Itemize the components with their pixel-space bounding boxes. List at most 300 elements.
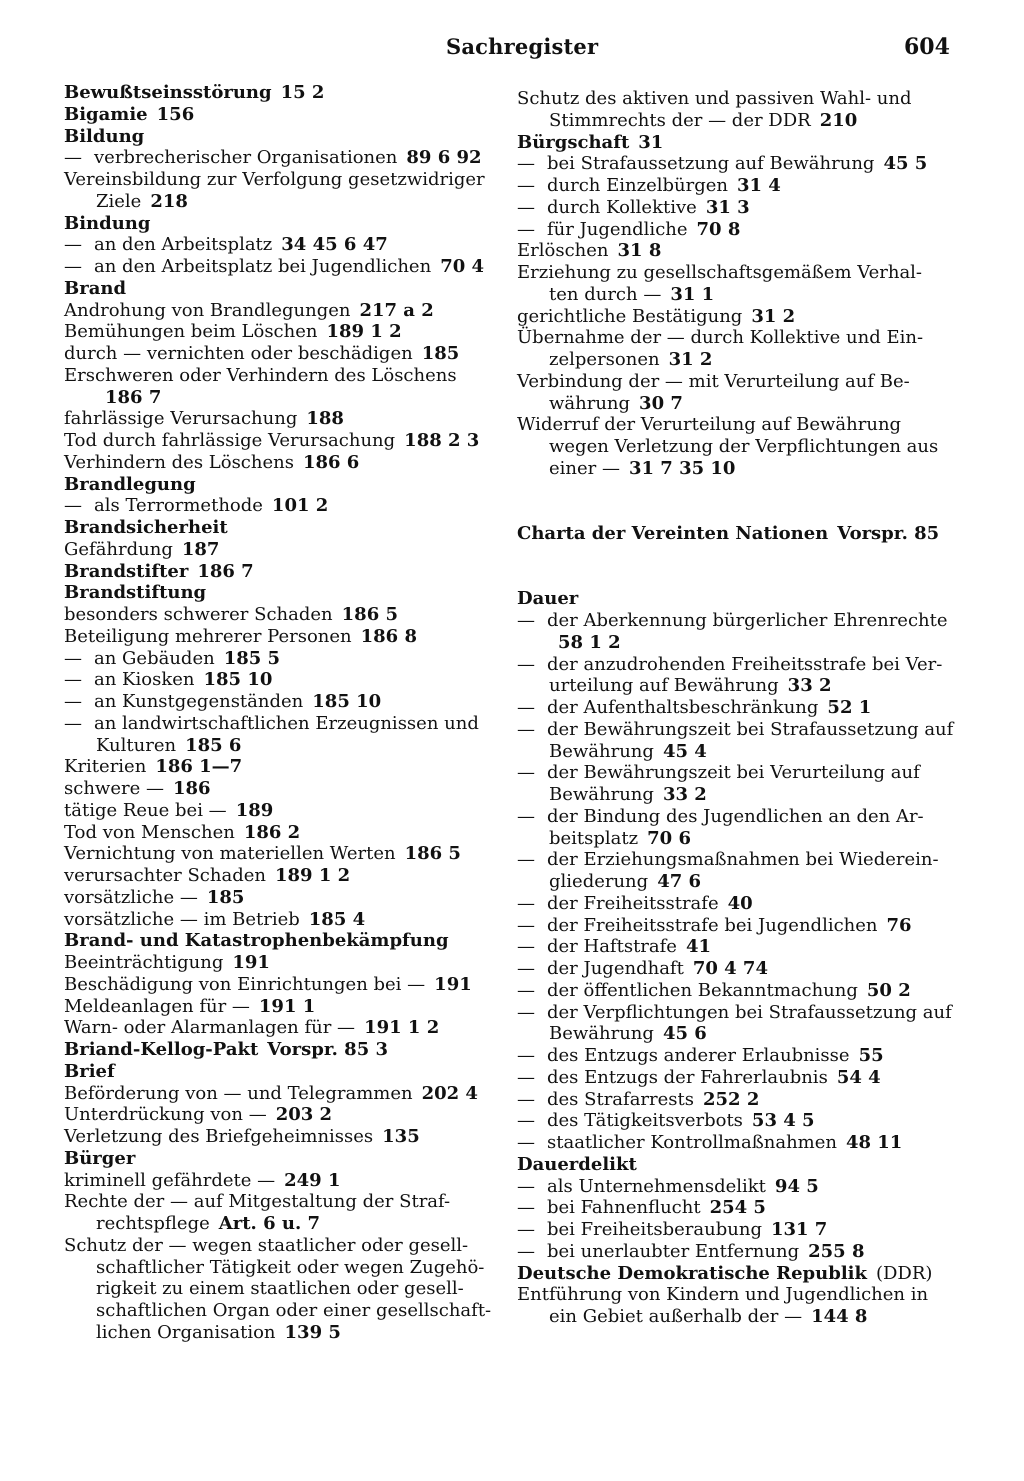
page-reference: 186 7 xyxy=(197,560,254,582)
index-entry xyxy=(64,1104,496,1126)
entry-text: Verhindern des Löschens xyxy=(64,451,294,473)
entry-text: Stimmrechts der — der DDR xyxy=(549,109,811,131)
entry-text: Erlöschen xyxy=(517,240,609,262)
entry-text: Erziehung zu gesellschaftsgemäßem Verhal- xyxy=(517,262,923,283)
page-reference: 144 8 xyxy=(811,1306,868,1327)
dash-marker: — xyxy=(64,256,82,277)
entry-text: ten durch — xyxy=(549,283,662,305)
entry-text: Warn- oder Alarmanlagen für — xyxy=(64,1017,356,1039)
index-subentry xyxy=(517,175,963,197)
entry-text: Beeinträchtigung xyxy=(64,952,224,973)
index-subentry xyxy=(517,719,963,741)
index-heading xyxy=(64,582,496,604)
blank-line xyxy=(517,545,963,567)
page-reference: 45 5 xyxy=(883,153,928,175)
page-reference: 202 4 xyxy=(421,1082,478,1104)
entry-text: als Unternehmensdelikt xyxy=(547,1175,766,1197)
entry-text: vorsätzliche — xyxy=(64,886,198,908)
entry-text: der Bindung des Jugendlichen an den Ar- xyxy=(547,805,924,827)
heading-text: Deutsche Demokratische Republik xyxy=(517,1262,867,1284)
dash-marker: — xyxy=(517,1197,535,1219)
page-reference: 76 xyxy=(886,914,912,936)
dash-marker: — xyxy=(64,234,82,256)
index-entry xyxy=(517,1284,963,1306)
index-entry xyxy=(64,365,496,387)
entry-text: der öffentlichen Bekanntmachung xyxy=(547,979,858,1001)
page-reference: 31 7 35 10 xyxy=(628,457,736,479)
entry-text: der Aufenthaltsbeschränkung xyxy=(547,697,819,718)
dash-marker: — xyxy=(64,147,82,169)
index-continuation xyxy=(64,191,496,213)
page-reference: 191 1 2 xyxy=(364,1017,440,1039)
entry-text: wegen Verletzung der Verpflichtungen aus xyxy=(549,436,939,457)
page-reference: 185 4 xyxy=(308,908,366,930)
index-entry xyxy=(64,343,496,365)
index-subentry xyxy=(517,1002,963,1024)
index-subentry xyxy=(517,1067,963,1089)
page-reference: 186 xyxy=(172,778,211,799)
entry-text: tätige Reue bei — xyxy=(64,799,227,821)
page-reference: 15 2 xyxy=(280,82,325,103)
index-continuation xyxy=(517,828,963,850)
index-entry xyxy=(517,306,963,328)
dash-marker: — xyxy=(517,849,535,871)
entry-text: Androhung von Brandlegungen xyxy=(64,299,351,321)
index-subentry xyxy=(517,153,963,175)
entry-text: an Gebäuden xyxy=(94,647,215,669)
index-entry xyxy=(64,604,496,626)
index-entry xyxy=(64,321,496,343)
index-subentry xyxy=(517,762,963,784)
entry-text: Tod durch fahrlässige Verursachung xyxy=(64,430,396,451)
page-reference: 31 2 xyxy=(751,305,796,327)
index-subentry xyxy=(517,1176,963,1198)
index-subentry xyxy=(517,197,963,219)
blank-line xyxy=(517,567,963,589)
index-heading xyxy=(517,1154,963,1176)
page-reference: 185 xyxy=(421,343,460,364)
page-reference: 70 4 74 xyxy=(692,958,768,979)
index-subentry xyxy=(517,958,963,980)
dash-marker: — xyxy=(517,1088,535,1110)
page-reference: 156 xyxy=(156,103,195,125)
entry-text: beitsplatz xyxy=(549,827,639,849)
dash-marker: — xyxy=(517,892,535,914)
page-reference: 33 2 xyxy=(662,784,707,805)
page-reference: 94 5 xyxy=(774,1175,819,1197)
entry-text: an landwirtschaftlichen Erzeugnissen und xyxy=(94,712,479,734)
entry-text: schaftlicher Tätigkeit oder wegen Zugehö- xyxy=(96,1256,485,1278)
index-heading xyxy=(64,278,496,300)
entry-text: staatlicher Kontrollmaßnahmen xyxy=(547,1132,837,1153)
entry-text: schwere — xyxy=(64,778,164,799)
page-reference: 54 4 xyxy=(836,1066,881,1088)
index-heading xyxy=(64,82,496,104)
entry-text: rigkeit zu einem staatlichen oder gesell- xyxy=(96,1278,464,1300)
index-entry xyxy=(517,327,963,349)
entry-text: der Bewährungszeit bei Strafaussetzung auf xyxy=(547,718,954,740)
page-reference: 31 3 xyxy=(705,196,750,218)
entry-text: der Haftstrafe xyxy=(547,936,677,958)
heading-text: Bindung xyxy=(64,212,151,234)
entry-text: Bewährung xyxy=(549,784,654,805)
entry-text: kriminell gefährdete — xyxy=(64,1169,276,1191)
index-continuation xyxy=(64,387,496,409)
page-reference: 34 45 6 47 xyxy=(281,234,388,256)
index-continuation xyxy=(517,284,963,306)
index-subentry xyxy=(517,1089,963,1111)
index-subentry xyxy=(64,495,496,517)
index-heading xyxy=(64,930,496,952)
index-continuation xyxy=(517,1023,963,1045)
index-entry xyxy=(64,408,496,430)
entry-text: der Freiheitsstrafe bei Jugendlichen xyxy=(547,914,878,936)
page-reference: 187 xyxy=(181,538,220,560)
index-heading xyxy=(517,588,963,610)
dash-marker: — xyxy=(517,153,535,175)
index-continuation xyxy=(64,1322,496,1344)
page-reference: 45 4 xyxy=(662,740,707,762)
page-reference: 53 4 5 xyxy=(751,1110,815,1132)
right-column xyxy=(517,88,963,1328)
index-subentry xyxy=(517,849,963,871)
index-entry xyxy=(517,414,963,436)
index-continuation xyxy=(517,675,963,697)
dash-marker: — xyxy=(517,936,535,958)
entry-text: vorsätzliche — im Betrieb xyxy=(64,908,300,930)
page-reference: 47 6 xyxy=(657,871,702,892)
dash-marker: — xyxy=(517,610,535,631)
entry-text: urteilung auf Bewährung xyxy=(549,675,779,697)
dash-marker: — xyxy=(517,1110,535,1132)
heading-text: Brandstiftung xyxy=(64,582,207,604)
dash-marker: — xyxy=(517,218,535,240)
dash-marker: — xyxy=(64,669,82,691)
entry-text: ein Gebiet außerhalb der — xyxy=(549,1306,803,1327)
page-reference: 217 a 2 xyxy=(359,299,434,321)
entry-text: Verletzung des Briefgeheimnisses xyxy=(64,1126,374,1147)
entry-text: Widerruf der Verurteilung auf Bewährung xyxy=(517,414,902,436)
page-reference: 186 1—7 xyxy=(155,756,243,778)
dash-marker: — xyxy=(517,1219,535,1240)
index-subentry xyxy=(517,1132,963,1154)
entry-text: Schutz der — wegen staatlicher oder gesell- xyxy=(64,1234,469,1256)
index-entry xyxy=(64,452,496,474)
index-entry xyxy=(64,1017,496,1039)
index-heading xyxy=(64,1039,496,1061)
heading-text: Bewußtseinsstörung xyxy=(64,82,272,103)
index-heading xyxy=(517,1263,963,1285)
entry-text: der Bewährungszeit bei Verurteilung auf xyxy=(547,762,920,784)
index-heading xyxy=(64,126,496,148)
page-reference: 186 5 xyxy=(341,604,399,625)
entry-text: der anzudrohenden Freiheitsstrafe bei Ver- xyxy=(547,653,943,675)
entry-text: Tod von Menschen xyxy=(64,821,235,843)
blank-line xyxy=(517,480,963,502)
heading-text: Dauerdelikt xyxy=(517,1153,637,1175)
page-reference: 191 1 xyxy=(258,995,316,1017)
entry-text: Schutz des aktiven und passiven Wahl- und xyxy=(517,88,912,109)
index-continuation xyxy=(517,741,963,763)
entry-text: der Jugendhaft xyxy=(547,958,684,979)
entry-text: durch Kollektive xyxy=(547,196,697,218)
index-heading xyxy=(64,517,496,539)
dash-marker: — xyxy=(517,718,535,740)
entry-text: an Kiosken xyxy=(94,669,195,691)
page-reference: 40 xyxy=(727,892,753,914)
page-reference: 185 10 xyxy=(203,669,273,691)
page-reference: 255 8 xyxy=(808,1240,865,1262)
index-entry xyxy=(64,756,496,778)
index-continuation xyxy=(64,1278,496,1300)
index-subentry xyxy=(517,1045,963,1067)
entry-text: der Aberkennung bürgerlicher Ehrenrechte xyxy=(547,610,948,631)
dash-marker: — xyxy=(64,691,82,712)
entry-text: gerichtliche Bestätigung xyxy=(517,305,743,327)
index-entry xyxy=(64,169,496,191)
page-reference: Art. 6 u. 7 xyxy=(218,1213,320,1234)
index-heading xyxy=(64,1061,496,1083)
index-subentry xyxy=(64,691,496,713)
index-subentry xyxy=(517,1110,963,1132)
page-reference: 41 xyxy=(685,936,712,958)
dash-marker: — xyxy=(517,914,535,936)
index-entry xyxy=(64,800,496,822)
entry-text: Unterdrückung von — xyxy=(64,1104,267,1126)
index-continuation xyxy=(64,1257,496,1279)
page-reference: 191 xyxy=(434,973,472,995)
entry-text: lichen Organisation xyxy=(96,1321,276,1343)
entry-text: Erschweren oder Verhindern des Löschens xyxy=(64,364,457,386)
page-reference: 186 2 xyxy=(243,821,301,843)
entry-text: bei Fahnenflucht xyxy=(547,1197,701,1219)
page-reference: 101 2 xyxy=(271,495,329,517)
entry-text: Beschädigung von Einrichtungen bei — xyxy=(64,973,426,995)
heading-text: Bürger xyxy=(64,1147,136,1169)
left-column xyxy=(64,82,496,1344)
page-reference: 189 1 2 xyxy=(326,321,402,343)
index-entry xyxy=(64,1083,496,1105)
page-reference: 31 2 xyxy=(668,349,713,370)
dash-marker: — xyxy=(517,196,535,218)
dash-marker: — xyxy=(517,697,535,718)
index-entry xyxy=(64,843,496,865)
index-subentry xyxy=(517,610,963,632)
heading-text: Brandlegung xyxy=(64,473,196,495)
dash-marker: — xyxy=(517,1240,535,1262)
page-reference: 33 2 xyxy=(787,675,832,697)
dash-marker: — xyxy=(64,647,82,669)
index-subentry xyxy=(517,654,963,676)
dash-marker: — xyxy=(517,762,535,784)
index-continuation xyxy=(517,871,963,893)
entry-text: gliederung xyxy=(549,871,649,892)
index-subentry xyxy=(64,256,496,278)
entry-text: des Entzugs der Fahrerlaubnis xyxy=(547,1066,828,1088)
page-reference: 189 xyxy=(235,799,274,821)
entry-text: durch Einzelbürgen xyxy=(547,175,728,196)
entry-text: bei Strafaussetzung auf Bewährung xyxy=(547,153,875,175)
heading-text: Brand- und Katastrophenbekämpfung xyxy=(64,930,449,952)
dash-marker: — xyxy=(517,805,535,827)
page-reference: 52 1 xyxy=(827,697,872,718)
index-continuation xyxy=(64,1213,496,1235)
entry-text: Beförderung von — und Telegrammen xyxy=(64,1082,413,1104)
entry-text: rechtspflege xyxy=(96,1213,210,1234)
entry-text: besonders schwerer Schaden xyxy=(64,604,333,625)
page-reference: 31 xyxy=(638,131,664,153)
dash-marker: — xyxy=(517,1001,535,1023)
dash-marker: — xyxy=(517,1175,535,1197)
index-heading xyxy=(64,1148,496,1170)
page-reference: Vorspr. 85 3 xyxy=(267,1039,389,1060)
index-heading xyxy=(517,523,963,545)
entry-text: bei Freiheitsberaubung xyxy=(547,1219,762,1240)
page-reference: 191 xyxy=(232,952,270,973)
page-number: 604 xyxy=(904,34,950,60)
heading-text: Brand xyxy=(64,277,127,299)
page-reference: 186 5 xyxy=(404,843,461,865)
page-reference: 185 6 xyxy=(185,734,242,756)
entry-text: Meldeanlagen für — xyxy=(64,995,250,1017)
index-heading xyxy=(64,474,496,496)
page-reference: 186 7 xyxy=(105,386,162,408)
index-subentry xyxy=(517,980,963,1002)
entry-text: durch — vernichten oder beschädigen xyxy=(64,343,413,364)
index-subentry xyxy=(64,669,496,691)
index-subentry xyxy=(64,713,496,735)
dash-marker: — xyxy=(517,979,535,1001)
page-reference: 185 5 xyxy=(223,647,281,669)
index-entry xyxy=(64,539,496,561)
index-heading xyxy=(64,561,496,583)
index-entry xyxy=(64,996,496,1018)
heading-text: Briand-Kellog-Pakt xyxy=(64,1039,259,1060)
page-reference: 254 5 xyxy=(709,1197,766,1219)
index-subentry xyxy=(517,915,963,937)
blank-line xyxy=(517,501,963,523)
index-entry xyxy=(64,974,496,996)
index-entry xyxy=(64,952,496,974)
entry-text: Übernahme der — durch Kollektive und Ein- xyxy=(517,327,924,349)
dash-marker: — xyxy=(517,1066,535,1088)
index-subentry xyxy=(517,219,963,241)
page-reference: 210 xyxy=(819,109,858,131)
page-reference: 131 7 xyxy=(770,1219,828,1240)
page-reference: 135 xyxy=(382,1126,420,1147)
index-heading xyxy=(64,213,496,235)
heading-text: Dauer xyxy=(517,588,579,610)
index-entry xyxy=(64,887,496,909)
page-reference: Vorspr. 85 xyxy=(837,523,940,544)
entry-text: verursachter Schaden xyxy=(64,865,266,886)
dash-marker: — xyxy=(517,1132,535,1153)
heading-text: Bildung xyxy=(64,125,145,147)
index-subentry xyxy=(517,697,963,719)
entry-text: Ziele xyxy=(96,190,142,212)
entry-text: des Strafarrests xyxy=(547,1088,694,1110)
page-reference: 89 6 92 xyxy=(406,147,482,169)
entry-text: fahrlässige Verursachung xyxy=(64,408,298,430)
index-subentry xyxy=(517,1197,963,1219)
index-subentry xyxy=(517,936,963,958)
entry-text: als Terrormethode xyxy=(94,495,263,517)
page-reference: 203 2 xyxy=(275,1104,333,1126)
entry-text: verbrecherischer Organisationen xyxy=(94,147,398,169)
heading-text: Brandsicherheit xyxy=(64,517,228,538)
dash-marker: — xyxy=(517,1045,535,1066)
index-subentry xyxy=(517,1219,963,1241)
entry-text: Vernichtung von materiellen Werten xyxy=(64,843,396,865)
index-continuation xyxy=(517,458,963,480)
entry-text: bei unerlaubter Entfernung xyxy=(547,1240,800,1262)
index-entry xyxy=(64,865,496,887)
page-reference: 252 2 xyxy=(703,1088,760,1110)
entry-text: Verbindung der — mit Verurteilung auf Be- xyxy=(517,370,910,392)
index-entry xyxy=(64,430,496,452)
index-continuation xyxy=(517,393,963,415)
page-reference: 45 6 xyxy=(662,1023,707,1045)
index-entry xyxy=(64,626,496,648)
entry-text: an den Arbeitsplatz bei Jugendlichen xyxy=(94,256,432,277)
index-heading xyxy=(64,104,496,126)
index-entry xyxy=(64,300,496,322)
entry-text: Kulturen xyxy=(96,734,177,756)
dash-marker: — xyxy=(517,958,535,979)
entry-text: des Tätigkeitsverbots xyxy=(547,1110,743,1132)
index-entry xyxy=(64,1170,496,1192)
entry-text: des Entzugs anderer Erlaubnisse xyxy=(547,1045,850,1066)
page-reference: 31 8 xyxy=(617,240,662,262)
index-continuation xyxy=(517,1306,963,1328)
index-entry xyxy=(64,822,496,844)
heading-text: Charta der Vereinten Nationen xyxy=(517,523,829,544)
entry-text: Entführung von Kindern und Jugendlichen in xyxy=(517,1284,929,1306)
index-continuation xyxy=(64,735,496,757)
page-reference: 185 10 xyxy=(312,691,382,712)
index-subentry xyxy=(64,234,496,256)
index-entry xyxy=(64,778,496,800)
entry-text: an den Arbeitsplatz xyxy=(94,234,273,256)
index-entry xyxy=(64,909,496,931)
heading-note: (DDR) xyxy=(875,1262,933,1284)
dash-marker: — xyxy=(64,712,82,734)
index-continuation xyxy=(517,349,963,371)
page-reference: 48 11 xyxy=(845,1132,903,1153)
entry-text: Bemühungen beim Löschen xyxy=(64,321,318,343)
page-title: Sachregister xyxy=(446,34,599,59)
page-reference: 30 7 xyxy=(639,392,683,414)
index-entry xyxy=(64,1126,496,1148)
index-continuation xyxy=(517,632,963,654)
index-entry xyxy=(517,88,963,110)
index-continuation xyxy=(517,110,963,132)
heading-text: Brandstifter xyxy=(64,560,189,582)
entry-text: Bewährung xyxy=(549,740,654,762)
entry-text: Gefährdung xyxy=(64,538,173,560)
index-subentry xyxy=(64,147,496,169)
page-reference: 188 xyxy=(306,408,344,430)
index-heading xyxy=(517,132,963,154)
page-reference: 70 8 xyxy=(696,218,741,240)
page-reference: 186 6 xyxy=(302,451,360,473)
index-entry xyxy=(64,1191,496,1213)
index-subentry xyxy=(517,806,963,828)
index-subentry xyxy=(517,1241,963,1263)
index-continuation xyxy=(64,1300,496,1322)
entry-text: der Verpflichtungen bei Strafaussetzung auf xyxy=(547,1001,952,1023)
page-reference: 70 4 xyxy=(440,256,485,277)
